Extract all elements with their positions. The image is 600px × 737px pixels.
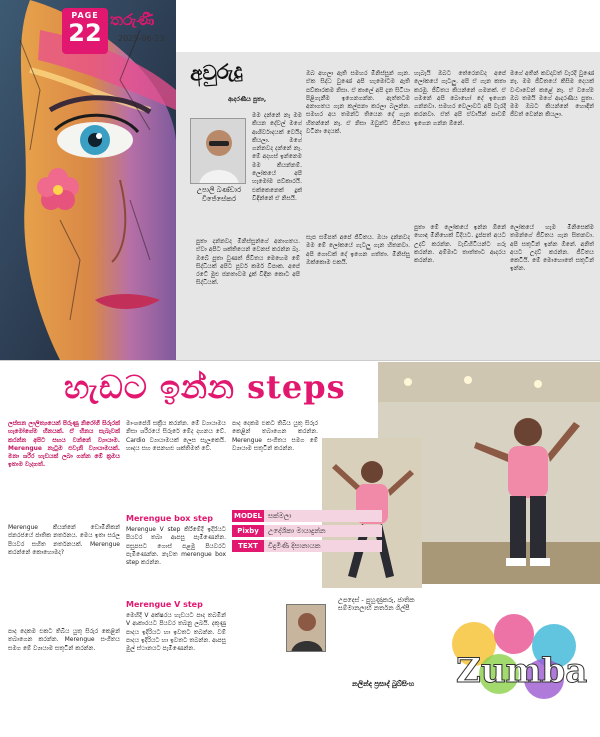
- article-col1-text: මම දන්නේ නෑ මම කියන දේවල් මගේ ආශිර්වාදයක් වෙයිද කියලා. මගේ ගන්නවද දන්නේ නෑ. මේ අදහස් ඉන්නෙම මම කියන්නම්. ලෝකයේ අපි හැමෝම පව්කාරයි. එක්කෙනෙක් දුක් විඳින්නේ ඒ නිසයි.: [252, 112, 302, 202]
- headline-sinhala: හැඩට ඉන්න: [64, 368, 235, 406]
- page-label: PAGE: [71, 11, 99, 20]
- photo-credits: [232, 510, 382, 555]
- feature-col2-text: මාංශපේශී සක්‍රීය කරන්න. මේ ව්‍යායාමය නිසා ශරීරයේ සිරුරේ මේද දහනය වේ. Cardio ව්‍යායාමයක් ලෙස සැලකෙයි. හෘදය සහ පෙනහළු ශක්තිමත් වේ.: [126, 420, 226, 452]
- article-col4-text: මගේ අතින් කවදාවත් වැරදි වුණේ නෑ. මම ජීවිතයේ කිසිම දෙයක් වංචාවෙන් කළේ නෑ. ඒ වගේම ඔබ තමයි මගේ ආදරණීය පුතා. මම ඔබට කියන්නේ හොඳින් ජීවත් වෙන්න කියලා.: [510, 70, 594, 119]
- publication-name: තරුණී: [110, 10, 155, 29]
- credit-row-pix: [232, 525, 382, 537]
- trainer-name: නලින්ද ප්‍රසාද් බුබ්සිංහ: [352, 680, 415, 688]
- credit-key: Pixby: [232, 525, 264, 537]
- credit-value: උදේශිකා මායාදුන්න: [264, 525, 382, 537]
- feature-headline: [64, 368, 346, 407]
- credit-row-text: [232, 540, 382, 552]
- painted-face-illustration: [0, 0, 176, 360]
- article-col3-text: හැබැයි ඔබට තේරෙනවද අපේ ලෝකයේ ගැටලු. අපි ඒ ගැන කතා කරමු. ජීවිතය කියන්නේ ගමනක්. ඒ ගමනේ අපි බොහෝ දේ ඉගෙන ගන්නවා. සමහර වෙලාවට අපි වැරදි කරනවා. ඒත් අපි ඒවායින් පාඩම් ඉගෙන ගන්න ඕනේ.: [414, 70, 506, 127]
- trainer-photo: [286, 604, 326, 652]
- column-title: අවුරුදු: [189, 58, 244, 86]
- subhead-box-step: Merengue box step: [126, 514, 213, 523]
- feature-col3-text: පාද දෙකම එකට තිබිය යුතු සිරුර කෙළින් තබාගෙන කරන්න. Merengue සංගීතය සමග මේ ව්‍යායාම සතුටින් කරන්න.: [232, 420, 318, 452]
- article-col2-text: ඔබ අහලා ඇති සමහර මිනිස්සුන් ගැන. ඒක සිද්ධ වුණේ අපි හැමෝටම ඇති පව්කාරකම නිසා. ඒ කාලේ අපි දැන සිටියා පිළිගැනීම ඉගෙනගන්න. ඇත්තටම අනාගතය ගැන කල්පනා කරලා බලන්න. සමහර අය තමන්ට තියෙන දේ ගැන හිතන්නේ නෑ. ඒ නිසා ඔවුන්ට ජීවිතය වටිනා දෙයක්.: [306, 70, 410, 136]
- feature-intro-text-2: Merengue කියන්නේ ඩොමිනිකන් ජනරජයේ ජාතික නර්තනය. මෙය ඉතා සරල පියවර සහිත නර්තනයක්. Merengue කරන්නේ කොහොමද?: [8, 524, 120, 556]
- credit-key: MODEL: [232, 510, 264, 522]
- trainer-caption: උපදෙස් - පුහුණුකරු, ජාතික සම්මානලාභී නර්තන ශිල්පී: [338, 596, 415, 612]
- publication-date: 2025-06-23: [118, 34, 165, 43]
- credit-row-model: [232, 510, 382, 522]
- article-col1-text-lower: පුතා දන්නවද මිනිස්සුන්ගේ අනාගතය. ඒවා අපිට ශක්තියෙන් වෙනස් කරන්න බෑ. ඔබේ පුතා වුණත් ජීවිතය මෙහෙම මේ සිද්ධියක් අපිට පූර්ව කර්ම විපාක. අපේ රටේ මුළු ජනතාවම දුක් විඳින කොට අපි සිද්ධියක්.: [196, 238, 300, 287]
- author-caption: උපාලි බණ්ඩාර විජේසේකර: [196, 186, 242, 203]
- page-number: 22: [68, 19, 102, 47]
- v-step-text: මෙහිදී V අක්ෂරය හැඩයට පාද තබමින් V ආකාරයට පියවර තබනු ලබයි. දකුණු පාදය ඉදිරියට හා ඉවතට තබන්න. වම් පාදය ඉදිරියට හා ඉවතට තබන්න. ආපසු මුල් ස්ථානයට පැමිණෙන්න.: [126, 612, 226, 653]
- article-col2-text-lower: සැප සම්පත් අපේ ජීවිතය. ඔයා දන්නවද මම මේ ලෝකයේ ගැටලු ගැන හිතනවා. අපි ගොඩක් දේ ඉගෙන ගත්තා. මිනිස්සු ඔක්කොම එකයි.: [306, 234, 410, 266]
- credit-value: සක්මලා: [264, 510, 382, 522]
- headline-english: steps: [247, 368, 346, 406]
- credit-key: TEXT: [232, 540, 264, 552]
- article-salutation: ආදරණීය පුතා,: [228, 96, 267, 103]
- credit-value: චිදුමිණී දිසානායක: [264, 540, 382, 552]
- zumba-text: Zumba: [456, 651, 588, 691]
- zumba-logo: [444, 604, 594, 714]
- feature-col-extra: පාද දෙකම එකට තිබිය යුතු සිරුර කෙළින් තබාගෙන කරන්න. Merengue සංගීතය සමග මේ ව්‍යායාම සතුටින් කරන්න.: [8, 628, 120, 652]
- article-col3-text-lower: පුතා මේ ලෝකයේ ඉන්න ඕනේ හොඳ මිනිහෙක් විදියට. දුප්පත් අයට උදව් කරන්න. වැඩිහිටියන්ට ගරු කරන්න. අම්මාට තාත්තාට ආදරය කරන්න.: [414, 224, 506, 265]
- box-step-text: Merengue V step කිරීමේදී ඉදිරියට පියවර තබා ආපසු පැමිණෙන්න. පසුපසට ගොස් පළමු පියවරට පැමිණෙන්න. නැවත merengue box step කරන්න.: [126, 526, 226, 567]
- author-photo: [190, 118, 246, 184]
- article-col4-text-lower: ලෝකයේ හැම මිනිසෙක්ම තමන්ගේ ජීවිතය ගැන සිතනවා. අපි සතුටින් ඉන්න ඕනේ. අනිත් අයට උදව් කරන්න. ජීවිතය කෙටියි. මේ මොහොතේ සතුටින් ඉන්න.: [510, 224, 594, 273]
- page-number-badge: [62, 8, 108, 54]
- feature-intro-text: ලස්සන ලාලිත්‍යයෙන් පිරුණු නිරෝගී සිරුරක් හැමෝගේම හීනයක්. ඒ හීනය සැබෑවක් කරන්න අපිට සහය වන්නේ ව්‍යායාම. Merengue නැටුම එවැනි ව්‍යායාමයක්. මනා ශරීර හැඩයක් ලබා ගන්න මේ ක්‍රමය ඉතාම වැදගත්.: [8, 420, 120, 469]
- subhead-v-step: Merengue V step: [126, 600, 203, 609]
